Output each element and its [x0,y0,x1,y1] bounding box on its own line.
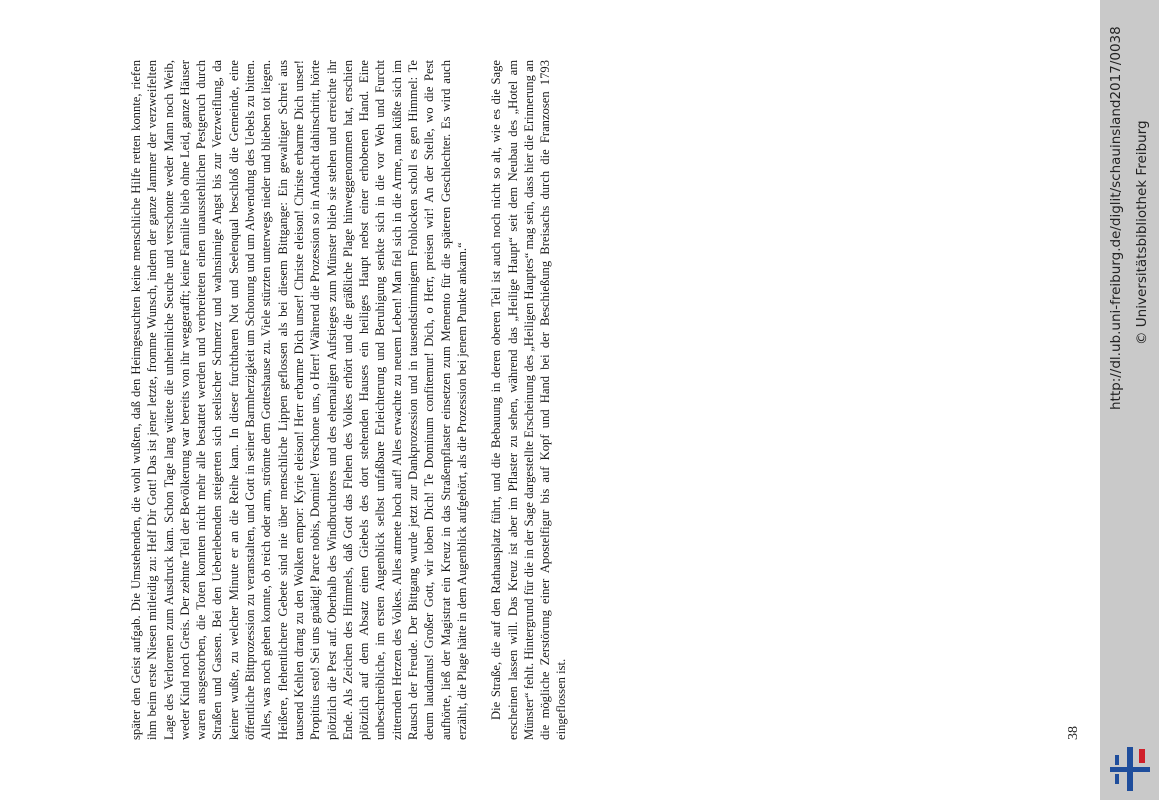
viewer-sidebar [1100,0,1159,800]
library-logo-icon [1108,745,1152,793]
page-number: 38 [1066,726,1081,740]
footer [1100,0,1159,800]
paragraph-1: später den Geist aufgab. Die Umstehenden, die wohl wußten, daß den Heimgesuchten keine menschliche Hilfe retten konnte, riefen ihm beim erste Niesen mitleidig zu: Helf Dir Gott! Das ist jener letzte, fromme Wunsch, indem der ganze Jammer der verzweifelten Lage des Verlorenen zum Ausdruck kam. Schon Tage lang wütete die unheimliche Seuche und verschonte weder Mann noch Weib, weder Kind noch Greis. Der zehnte Teil der Bevölkerung war bereits von ihr weggerafft; keine Familie blieb ohne Leid, ganze Häuser waren ausgestorben, die Toten konnten nicht mehr alle bestattet werden und verbreiteten einen unausstehlichen Pestgeruch durch Straßen und Gassen. Bei den Ueberlebenden steigerten sich seelischer Schmerz und wahnsinnige Angst bis zur Verzweiflung, da keiner wußte, zu welcher Minute er an die Reihe kam. In dieser furchtbaren Not und Seelenqual beschloß die Gemeinde, eine öffentliche Bittprozession zu veranstalten, und Gott in seiner Barmherzigkeit um Schonung und um Abwendung des Uebels zu bitten. Alles, was noch gehen konnte, ob reich oder arm, strömte dem Gotteshause zu. Viele stürzten unterwegs nieder und blieben tot liegen. Heißere, flehentlichere Gebete sind nie über menschliche Lippen geflossen als bei diesem Bittgange: Ein gewaltiger Schrei aus tausend Kehlen drang zu den Wolken empor: Kyrie eleison! Herr erbarme Dich unser! Christe eleison! Christe erbarme Dich unser! Propitius esto! Sei uns gnädig! Parce nobis, Domine! Verschone uns, o Herr! Während die Prozession so in Andacht dahinschritt, hörte plötzlich die Pest auf. Oberhalb des Windbruchtores und des ehemaligen Aufstieges zum Münster blieb sie stehen und erreichte ihr Ende. Als Zeichen des Himmels, daß Gott das Flehen des Volkes erhört und die gräßliche Plage hinweggenommen hat, erschien plötzlich auf dem Absatz einen Giebels des dort stehenden Hauses ein heiliges Haupt nebst einer erhobenen Hand. Eine unbeschreibliche, im ersten Augenblick selbst unfaßbare Erleichterung und Beruhigung senkte sich in die vor Weh und Furcht zitternden Herzen des Volkes. Alles atmete hoch auf! Alles erwachte zu neuem Leben! Man fiel sich in die Arme, man küßte sich im Rausch der Freude. Der Bittgang wurde jetzt zur Dankprozession und in tausendstimmigem Frohlocken scholl es gen Himmel: Te deum laudamus! Großer Gott, wir loben Dich! Te Dominum confitemur! Dich, o Herr, preisen wir! An der Stelle, wo die Pest aufhörte, ließ der Magistrat ein Kreuz in das Straßenpflaster einsetzen zum Memento für die späteren Geschlechter. Es wird auch erzählt, die Plage hätte in dem Augenblick aufgehört, als die Prozession bei jenem Punkte ankam.“ [129,60,469,740]
body-text [128,60,570,740]
paragraph-2: Die Straße, die auf den Rathausplatz führt, und die Bebauung in deren oberen Teil ist auch noch nicht so alt, wie es die Sage erscheinen lassen will. Das Kreuz ist aber im Pflaster zu sehen, während das „Heilige Haupt“ seit dem Neubau des „Hotel am Münster“ fehlt. Hintergrund für die in der Sage dargestellte Erscheinung des „Heiligen Hauptes“ mag sein, dass hier die Erinnerung an die mögliche Zerstörung einer Apostelfigur bis auf Kopf und Hand bei der Beschießung Breisachs durch die Franzosen 1793 eingeflossen ist. [489,60,569,740]
rotated-page-content [108,60,1081,740]
copyright-notice: © Universitätsbibliothek Freiburg [1134,120,1150,345]
source-url-link[interactable]: http://dl.ub.uni-freiburg.de/diglit/schauinsland2017/0038 [1108,26,1124,410]
